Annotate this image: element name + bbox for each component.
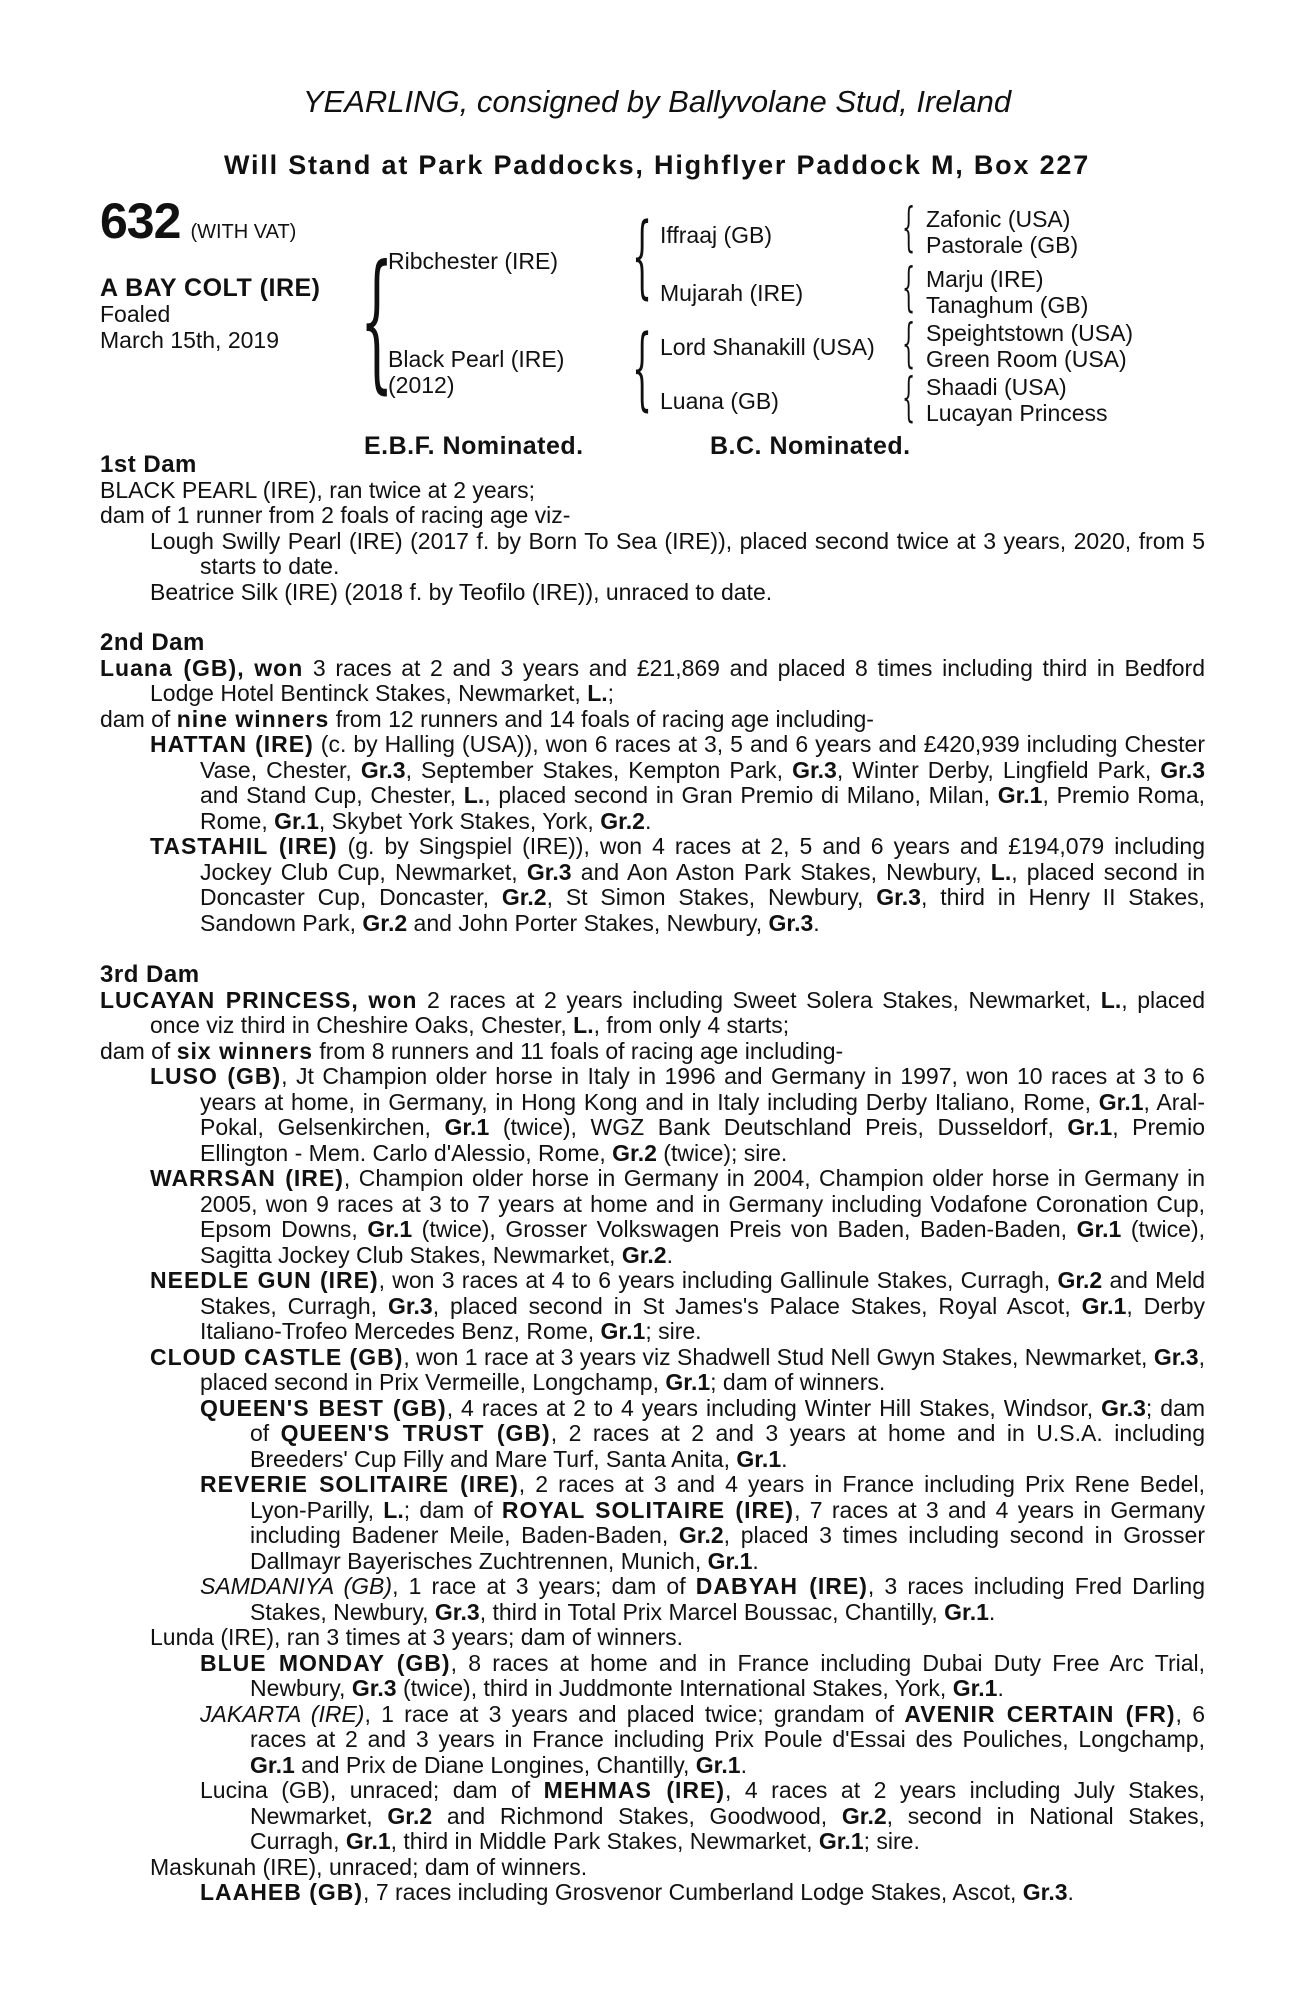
consignment-line: YEARLING, consigned by Ballyvolane Stud, Ireland xyxy=(302,84,1012,119)
ggp-3: Marju (IRE) xyxy=(926,266,1044,292)
ggp-4: Tanaghum (GB) xyxy=(926,292,1089,318)
third-dam-record: LUCAYAN PRINCESS, won 2 races at 2 years including Sweet Solera Stakes, Newmarket, L., placed once viz third in Cheshire Oaks, Chester, L., from only 4 starts; xyxy=(100,986,1206,1038)
first-dam-line: BLACK PEARL (IRE), ran twice at 2 years; xyxy=(100,476,536,503)
produce-entry-needle-gun: NEEDLE GUN (IRE), won 3 races at 4 to 6 years including Gallinule Stakes, Curragh, Gr.2 and Meld Stakes, Curragh, Gr.3, placed second in St James's Palace Stakes, Royal Ascot, Gr.1, Derby Italiano-Trofeo Mercedes Benz, Rome, Gr.1; sire. xyxy=(150,1267,1205,1344)
pedigree-brace-sire: { xyxy=(632,204,653,309)
pedigree-brace-dam: { xyxy=(632,316,653,421)
produce-entry-samdaniya: SAMDANIYA (GB), 1 race at 3 years; dam of DABYAH (IRE), 3 races including Fred Darling Stakes, Newbury, Gr.3, third in Total Prix Marcel Boussac, Chantilly, Gr.1. xyxy=(200,1573,1205,1625)
foaled-date: March 15th, 2019 xyxy=(100,327,280,353)
produce-entry-laaheb: LAAHEB (GB), 7 races including Grosvenor Cumberland Lodge Stakes, Ascot, Gr.3. xyxy=(200,1879,1074,1905)
produce-entry-lucina: Lucina (GB), unraced; dam of MEHMAS (IRE), 4 races at 2 years including July Stakes, Newmarket, Gr.2 and Richmond Stakes, Goodwood, Gr.2, second in National Stakes, Curragh, Gr.1, third in Middle Park Stakes, Newmarket, Gr.1; sire. xyxy=(200,1777,1205,1854)
first-dam-heading: 1st Dam xyxy=(100,451,197,478)
ebf-nominated: E.B.F. Nominated. xyxy=(364,432,584,460)
produce-entry-hattan: HATTAN (IRE) (c. by Halling (USA)), won 6 races at 3, 5 and 6 years and £420,939 including Chester Vase, Chester, Gr.3, September Stakes, Kempton Park, Gr.3, Winter Derby, Lingfield Park, Gr.3 and Stand Cup, Chester, L., placed second in Gran Premio di Milano, Milan, Gr.1, Premio Roma, Rome, Gr.1, Skybet York Stakes, York, Gr.2. xyxy=(150,731,1206,834)
dam-year: (2012) xyxy=(388,372,455,398)
produce-entry-warrsan: WARRSAN (IRE), Champion older horse in Germany in 2004, Champion older horse in Germany in 2005, won 9 races at 3 to 7 years at home and in Germany including Vodafone Coronation Cup, Epsom Downs, Gr.1 (twice), Grosser Volkswagen Preis von Baden, Baden-Baden, Gr.1 (twice), Sagitta Jockey Club Stakes, Newmarket, Gr.2. xyxy=(150,1165,1206,1268)
third-dam-heading: 3rd Dam xyxy=(100,961,200,988)
second-dam-record: Luana (GB), won 3 races at 2 and 3 years and £21,869 and placed 8 times including third in Bedford Lodge Hotel Bentinck Stakes, Newmarket, L.; xyxy=(100,654,1205,706)
produce-entry-reverie-solitaire: REVERIE SOLITAIRE (IRE), 2 races at 3 and 4 years in France including Prix Rene Bedel, Lyon-Parilly, L.; dam of ROYAL SOLITAIRE (IRE), 7 races at 3 and 4 years in Germany including Badener Meile, Baden-Baden, Gr.2, placed 3 times including second in Grosser Dallmayr Bayerisches Zuchtrennen, Munich, Gr.1. xyxy=(200,1471,1206,1574)
pedigree-brace-ggp-4: { xyxy=(902,368,916,428)
produce-entry-lunda: Lunda (IRE), ran 3 times at 3 years; dam of winners. xyxy=(150,1624,684,1650)
pedigree-brace-ggp-1: { xyxy=(902,198,916,258)
produce-entry-jakarta: JAKARTA (IRE), 1 race at 3 years and placed twice; grandam of AVENIR CERTAIN (FR), 6 races at 2 and 3 years in France including Prix Poule d'Essai des Pouliches, Longchamp, Gr.1 and Prix de Diane Longines, Chantilly, Gr.1. xyxy=(200,1700,1205,1778)
produce-entry-maskunah: Maskunah (IRE), unraced; dam of winners. xyxy=(150,1853,588,1880)
produce-entry-luso: LUSO (GB), Jt Champion older horse in Italy in 1996 and Germany in 1997, won 10 races at 3 to 6 years at home, in Germany, in Hong Kong and in Italy including Derby Italiano, Rome, Gr.1, Aral-Pokal, Gelsenkirchen, Gr.1 (twice), WGZ Bank Deutschland Preis, Dusseldorf, Gr.1, Premio Ellington - Mem. Carlo d'Alessio, Rome, Gr.2 (twice); sire. xyxy=(150,1063,1206,1166)
lot-info xyxy=(100,193,321,353)
second-dam-heading: 2nd Dam xyxy=(100,629,205,656)
produce-entry-blue-monday: BLUE MONDAY (GB), 8 races at home and in France including Dubai Duty Free Arc Trial, Newbury, Gr.3 (twice), third in Juddmonte International Stakes, York, Gr.1. xyxy=(200,1649,1206,1701)
sire-name: Ribchester (IRE) xyxy=(388,248,558,274)
pedigree-brace-ggp-3: { xyxy=(902,314,916,374)
ggp-8: Lucayan Princess xyxy=(926,400,1108,426)
third-dam-produce-line: dam of six winners from 8 runners and 11 foals of racing age including- xyxy=(100,1037,844,1064)
produce-entry: Lough Swilly Pearl (IRE) (2017 f. by Born To Sea (IRE)), placed second twice at 3 years, 2020, from 5 starts to date. xyxy=(150,527,1205,579)
produce-entry-tastahil: TASTAHIL (IRE) (g. by Singspiel (IRE)), won 4 races at 2, 5 and 6 years and £194,079 including Jockey Club Cup, Newmarket, Gr.3 and Aon Aston Park Stakes, Newbury, L., placed second in Doncaster Cup, Doncaster, Gr.2, St Simon Stakes, Newbury, Gr.3, third in Henry II Stakes, Sandown Park, Gr.2 and John Porter Stakes, Newbury, Gr.3. xyxy=(150,833,1205,936)
first-dam-produce-line: dam of 1 runner from 2 foals of racing age viz- xyxy=(100,502,571,528)
dam-sire: Lord Shanakill (USA) xyxy=(660,334,875,360)
sire-dam: Mujarah (IRE) xyxy=(660,280,804,306)
ggp-6: Green Room (USA) xyxy=(926,346,1127,372)
produce-entry-cloud-castle: CLOUD CASTLE (GB), won 1 race at 3 years viz Shadwell Stud Nell Gwyn Stakes, Newmarket, Gr.3, placed second in Prix Vermeille, Longchamp, Gr.1; dam of winners. xyxy=(150,1343,1205,1395)
ggp-7: Shaadi (USA) xyxy=(926,374,1067,400)
pedigree-brace-ggp-2: { xyxy=(902,258,916,318)
dam-dam: Luana (GB) xyxy=(660,388,779,414)
lot-number: 632 xyxy=(100,193,181,249)
bc-nominated: B.C. Nominated. xyxy=(710,432,911,460)
ggp-2: Pastorale (GB) xyxy=(926,232,1079,258)
third-dam-section xyxy=(100,962,1205,1906)
produce-entry: Beatrice Silk (IRE) (2018 f. by Teofilo (IRE)), unraced to date. xyxy=(150,578,773,605)
vat-note: (WITH VAT) xyxy=(190,221,297,243)
horse-description: A BAY COLT (IRE) xyxy=(100,274,321,302)
produce-entry-queens-best: QUEEN'S BEST (GB), 4 races at 2 to 4 years including Winter Hill Stakes, Windsor, Gr.3; dam of QUEEN'S TRUST (GB), 2 races at 2 and 3 years at home and in U.S.A. including Breeders' Cup Filly and Mare Turf, Santa Anita, Gr.1. xyxy=(200,1394,1206,1472)
stabling-location: Will Stand at Park Paddocks, Highflyer Paddock M, Box 227 xyxy=(223,150,1091,180)
dam-name: Black Pearl (IRE) xyxy=(388,346,565,372)
ggp-5: Speightstown (USA) xyxy=(926,320,1134,346)
ggp-1: Zafonic (USA) xyxy=(926,206,1071,232)
second-dam-produce-line: dam of nine winners from 12 runners and 14 foals of racing age including- xyxy=(100,705,874,732)
sire-sire: Iffraaj (GB) xyxy=(660,222,773,248)
first-dam-section xyxy=(100,452,1205,605)
pedigree-brace-main: { xyxy=(360,234,394,408)
foaled-label: Foaled xyxy=(100,301,171,327)
second-dam-section xyxy=(100,630,1205,936)
